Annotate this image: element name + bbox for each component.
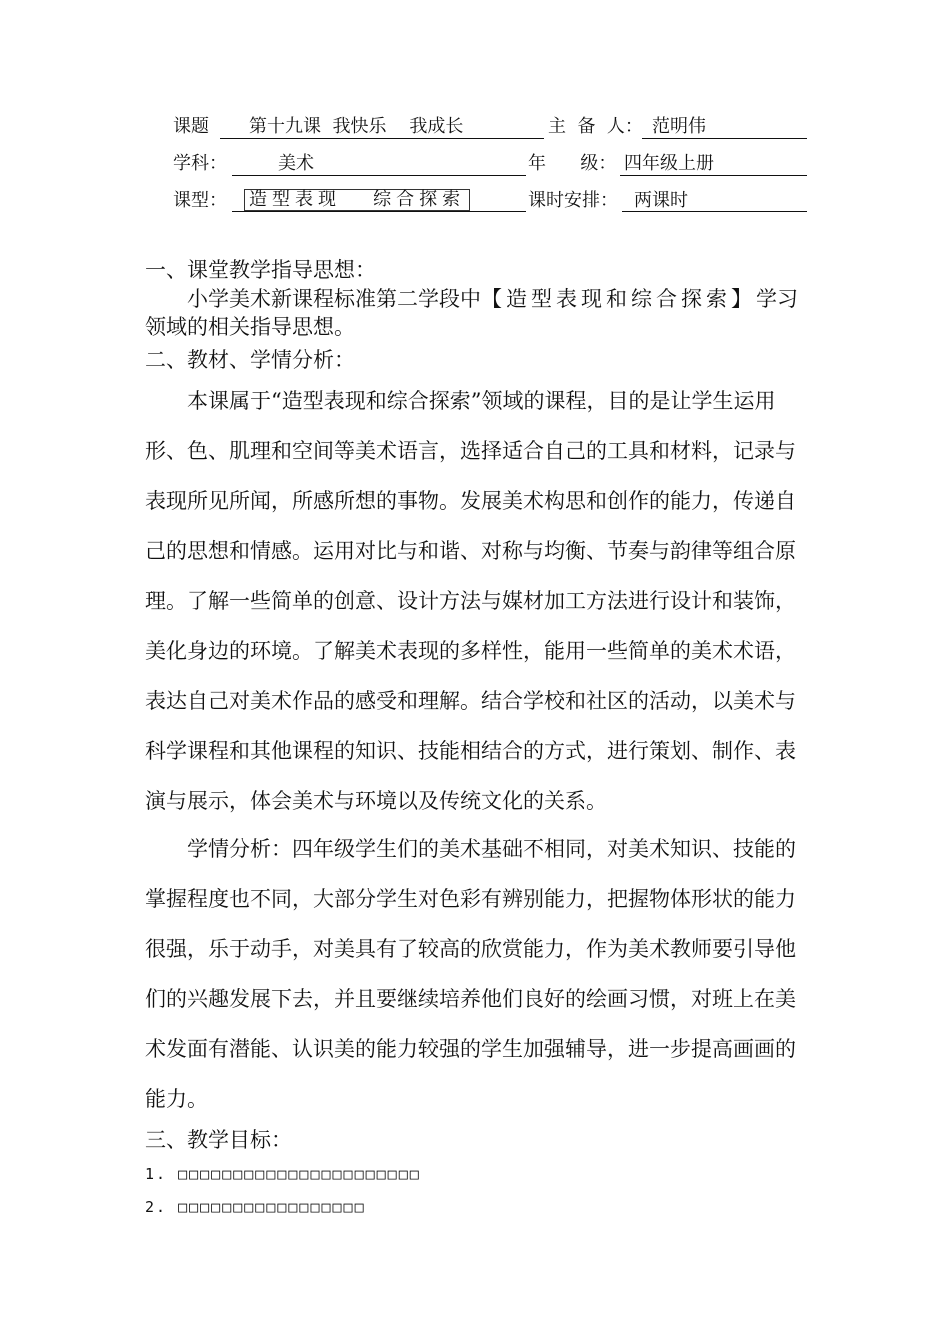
section1-heading: 一、课堂教学指导思想： <box>145 258 376 282</box>
section2-paragraph1: 本课属于“造型表现和综合探索”领域的课程，目的是让学生运用形、色、肌理和空间等美术语言，选择适合自己的工具和材料，记录与表现所见所闻，所感所想的事物。发展美术构思和创作的能力，传递自己的思想和情感。运用对比与和谐、对称与均衡、节奏与韵律等组合原理。了解一些简单的创意、设计方法与媒材加工方法进行设计和装饰，美化身边的环境。了解美术表现的多样性，能用一些简单的美术术语，表达自己对美术作品的感受和理解。结合学校和社区的活动，以美术与科学课程和其他课程的知识、技能相结合的方式，进行策划、制作、表演与展示，体会美术与环境以及传统文化的关系。 <box>145 389 796 813</box>
type-value: 造型表现 综合探索 <box>244 189 470 211</box>
type-label: 课型： <box>173 190 227 211</box>
preparer-label: 主 备 人： <box>548 116 643 137</box>
objective-item-2: 2. □□□□□□□□□□□□□□□□□ <box>145 1198 366 1216</box>
grade-underline <box>620 175 807 176</box>
section1-text-after: 学习领域的相关指导思想。 <box>145 287 798 339</box>
type-underline <box>232 211 526 212</box>
section1-text-spaced: 【造型表现和综合探索】 <box>481 287 756 311</box>
section2-heading: 二、教材、学情分析： <box>145 348 355 372</box>
hours-underline <box>622 211 807 212</box>
grade-value: 四年级上册 <box>624 153 714 174</box>
section3-heading: 三、教学目标： <box>145 1128 292 1152</box>
section1-paragraph <box>145 285 815 341</box>
topic-label: 课题 <box>173 116 209 137</box>
section2-paragraph2: 学情分析：四年级学生们的美术基础不相同，对美术知识、技能的掌握程度也不同，大部分学生对色彩有辨别能力，把握物体形状的能力很强，乐于动手，对美具有了较高的欣赏能力，作为美术教师要引导他们的兴趣发展下去，并且要继续培养他们良好的绘画习惯，对班上在美术发面有潜能、认识美的能力较强的学生加强辅导，进一步提高画画的能力。 <box>145 837 796 1111</box>
subject-underline <box>232 175 526 176</box>
grade-label: 年 级： <box>528 153 617 174</box>
preparer-value: 范明伟 <box>652 116 706 137</box>
topic-underline <box>220 138 544 139</box>
subject-value: 美术 <box>278 153 314 174</box>
section1-text-before: 小学美术新课程标准第二学段中 <box>187 287 481 311</box>
hours-value: 两课时 <box>634 190 688 211</box>
objective-item-1: 1. □□□□□□□□□□□□□□□□□□□□□□ <box>145 1165 421 1183</box>
preparer-underline <box>642 138 807 139</box>
hours-label: 课时安排： <box>528 190 618 211</box>
subject-label: 学科： <box>173 153 227 174</box>
topic-value: 第十九课 我快乐 我成长 <box>249 116 464 137</box>
